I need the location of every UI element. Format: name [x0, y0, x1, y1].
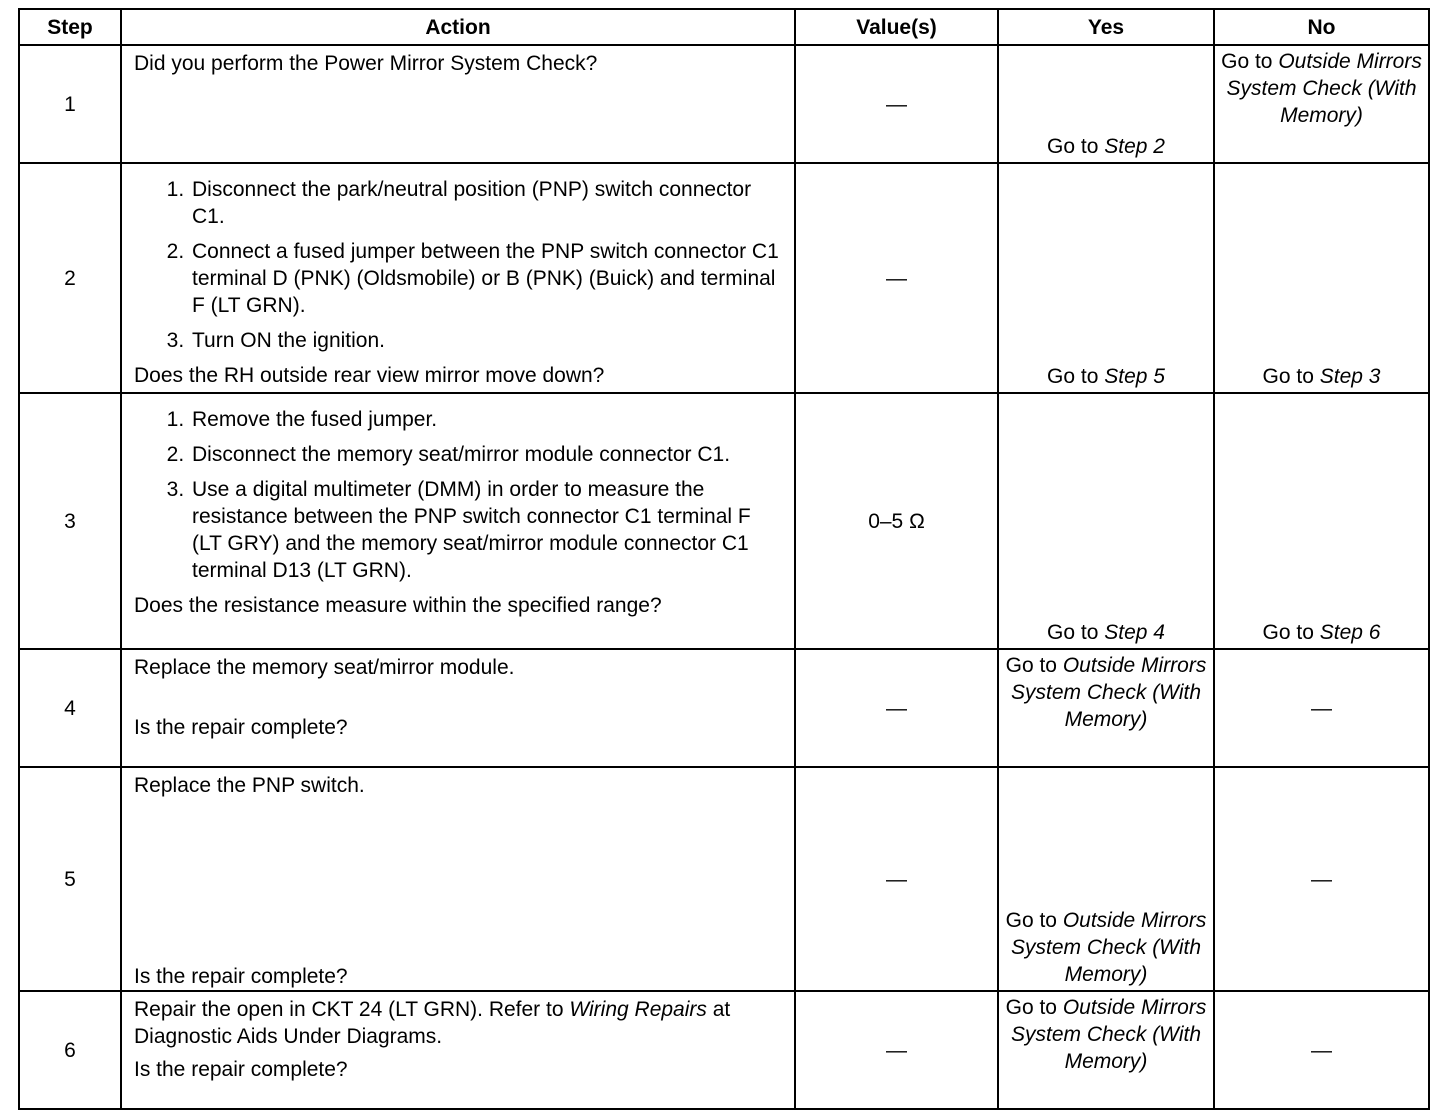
no-cell: — — [1214, 649, 1429, 767]
action-text-pre: Repair the open in CKT 24 (LT GRN). Refer to — [134, 998, 570, 1021]
action-text: Did you perform the Power Mirror System Check? — [134, 52, 598, 75]
action-question: Is the repair complete? — [134, 965, 348, 988]
no-prefix: Go to — [1221, 50, 1279, 73]
action-question: Does the RH outside rear view mirror move down? — [134, 364, 605, 387]
action-cell — [121, 649, 795, 767]
action-text — [134, 996, 782, 1050]
yes-link[interactable]: Outside Mirrors System Check (With Memory) — [1010, 996, 1207, 1073]
no-link[interactable]: Step 3 — [1319, 365, 1381, 388]
header-row — [19, 9, 1429, 45]
step-number: 6 — [19, 991, 121, 1109]
header-step: Step — [19, 9, 121, 45]
yes-prefix: Go to — [1047, 135, 1105, 158]
yes-cell — [998, 767, 1214, 991]
wiring-repairs-link[interactable]: Wiring Repairs — [569, 998, 707, 1021]
no-prefix: Go to — [1262, 365, 1320, 388]
action-question: Does the resistance measure within the specified range? — [134, 594, 662, 617]
header-yes: Yes — [998, 9, 1214, 45]
action-steps — [134, 176, 782, 354]
value-cell: — — [795, 991, 998, 1109]
action-step-item: 1. Disconnect the park/neutral position (PNP) switch connector C1. — [190, 176, 782, 230]
action-step-item: 3. Turn ON the ignition. — [190, 327, 782, 354]
table-row — [19, 991, 1429, 1109]
value-cell: — — [795, 163, 998, 393]
diagnostic-table — [18, 8, 1430, 1110]
no-cell: — — [1214, 991, 1429, 1109]
no-prefix: Go to — [1262, 621, 1320, 644]
table-row — [19, 767, 1429, 991]
table-row — [19, 393, 1429, 649]
step-number: 5 — [19, 767, 121, 991]
no-cell: — — [1214, 767, 1429, 991]
header-action: Action — [121, 9, 795, 45]
no-cell — [1214, 45, 1429, 163]
yes-link[interactable]: Step 2 — [1104, 135, 1165, 158]
no-link[interactable]: Step 6 — [1319, 621, 1381, 644]
yes-cell — [998, 649, 1214, 767]
value-cell: — — [795, 767, 998, 991]
yes-cell — [998, 163, 1214, 393]
table-row — [19, 45, 1429, 163]
action-cell — [121, 45, 795, 163]
action-text: Replace the memory seat/mirror module. — [134, 656, 515, 679]
yes-cell — [998, 393, 1214, 649]
yes-prefix: Go to — [1005, 654, 1063, 677]
yes-link[interactable]: Outside Mirrors System Check (With Memory) — [1010, 909, 1207, 986]
value-cell: 0–5 Ω — [795, 393, 998, 649]
action-cell — [121, 163, 795, 393]
action-cell — [121, 991, 795, 1109]
action-steps — [134, 406, 782, 584]
table-row — [19, 163, 1429, 393]
yes-prefix: Go to — [1005, 909, 1063, 932]
no-cell — [1214, 163, 1429, 393]
action-text-post: at Diagnostic Aids Under Diagrams. — [134, 998, 731, 1048]
yes-link[interactable]: Outside Mirrors System Check (With Memory) — [1010, 654, 1207, 731]
step-number: 4 — [19, 649, 121, 767]
step-number: 3 — [19, 393, 121, 649]
no-link[interactable]: Outside Mirrors System Check (With Memory) — [1226, 50, 1422, 127]
action-step-item: 1. Remove the fused jumper. — [190, 406, 782, 433]
step-number: 1 — [19, 45, 121, 163]
yes-prefix: Go to — [1047, 365, 1105, 388]
yes-link[interactable]: Step 4 — [1104, 621, 1165, 644]
header-no: No — [1214, 9, 1429, 45]
no-cell — [1214, 393, 1429, 649]
step-number: 2 — [19, 163, 121, 393]
action-cell — [121, 393, 795, 649]
action-step-item: 2. Disconnect the memory seat/mirror module connector C1. — [190, 441, 782, 468]
value-cell: — — [795, 649, 998, 767]
yes-cell — [998, 991, 1214, 1109]
value-cell: — — [795, 45, 998, 163]
yes-prefix: Go to — [1005, 996, 1063, 1019]
action-text: Replace the PNP switch. — [134, 774, 365, 797]
action-question: Is the repair complete? — [134, 1058, 348, 1081]
table-row — [19, 649, 1429, 767]
yes-link[interactable]: Step 5 — [1104, 365, 1165, 388]
yes-cell — [998, 45, 1214, 163]
action-step-item: 2. Connect a fused jumper between the PNP switch connector C1 terminal D (PNK) (Oldsmobile) or B (PNK) (Buick) and terminal F (LT GRN). — [190, 238, 782, 319]
header-values: Value(s) — [795, 9, 998, 45]
action-step-item: 3. Use a digital multimeter (DMM) in order to measure the resistance between the PNP switch connector C1 terminal F (LT GRY) and the memory seat/mirror module connector C1 terminal D13 (LT GRN). — [190, 476, 782, 584]
action-cell — [121, 767, 795, 991]
action-question: Is the repair complete? — [134, 716, 348, 739]
yes-prefix: Go to — [1047, 621, 1105, 644]
